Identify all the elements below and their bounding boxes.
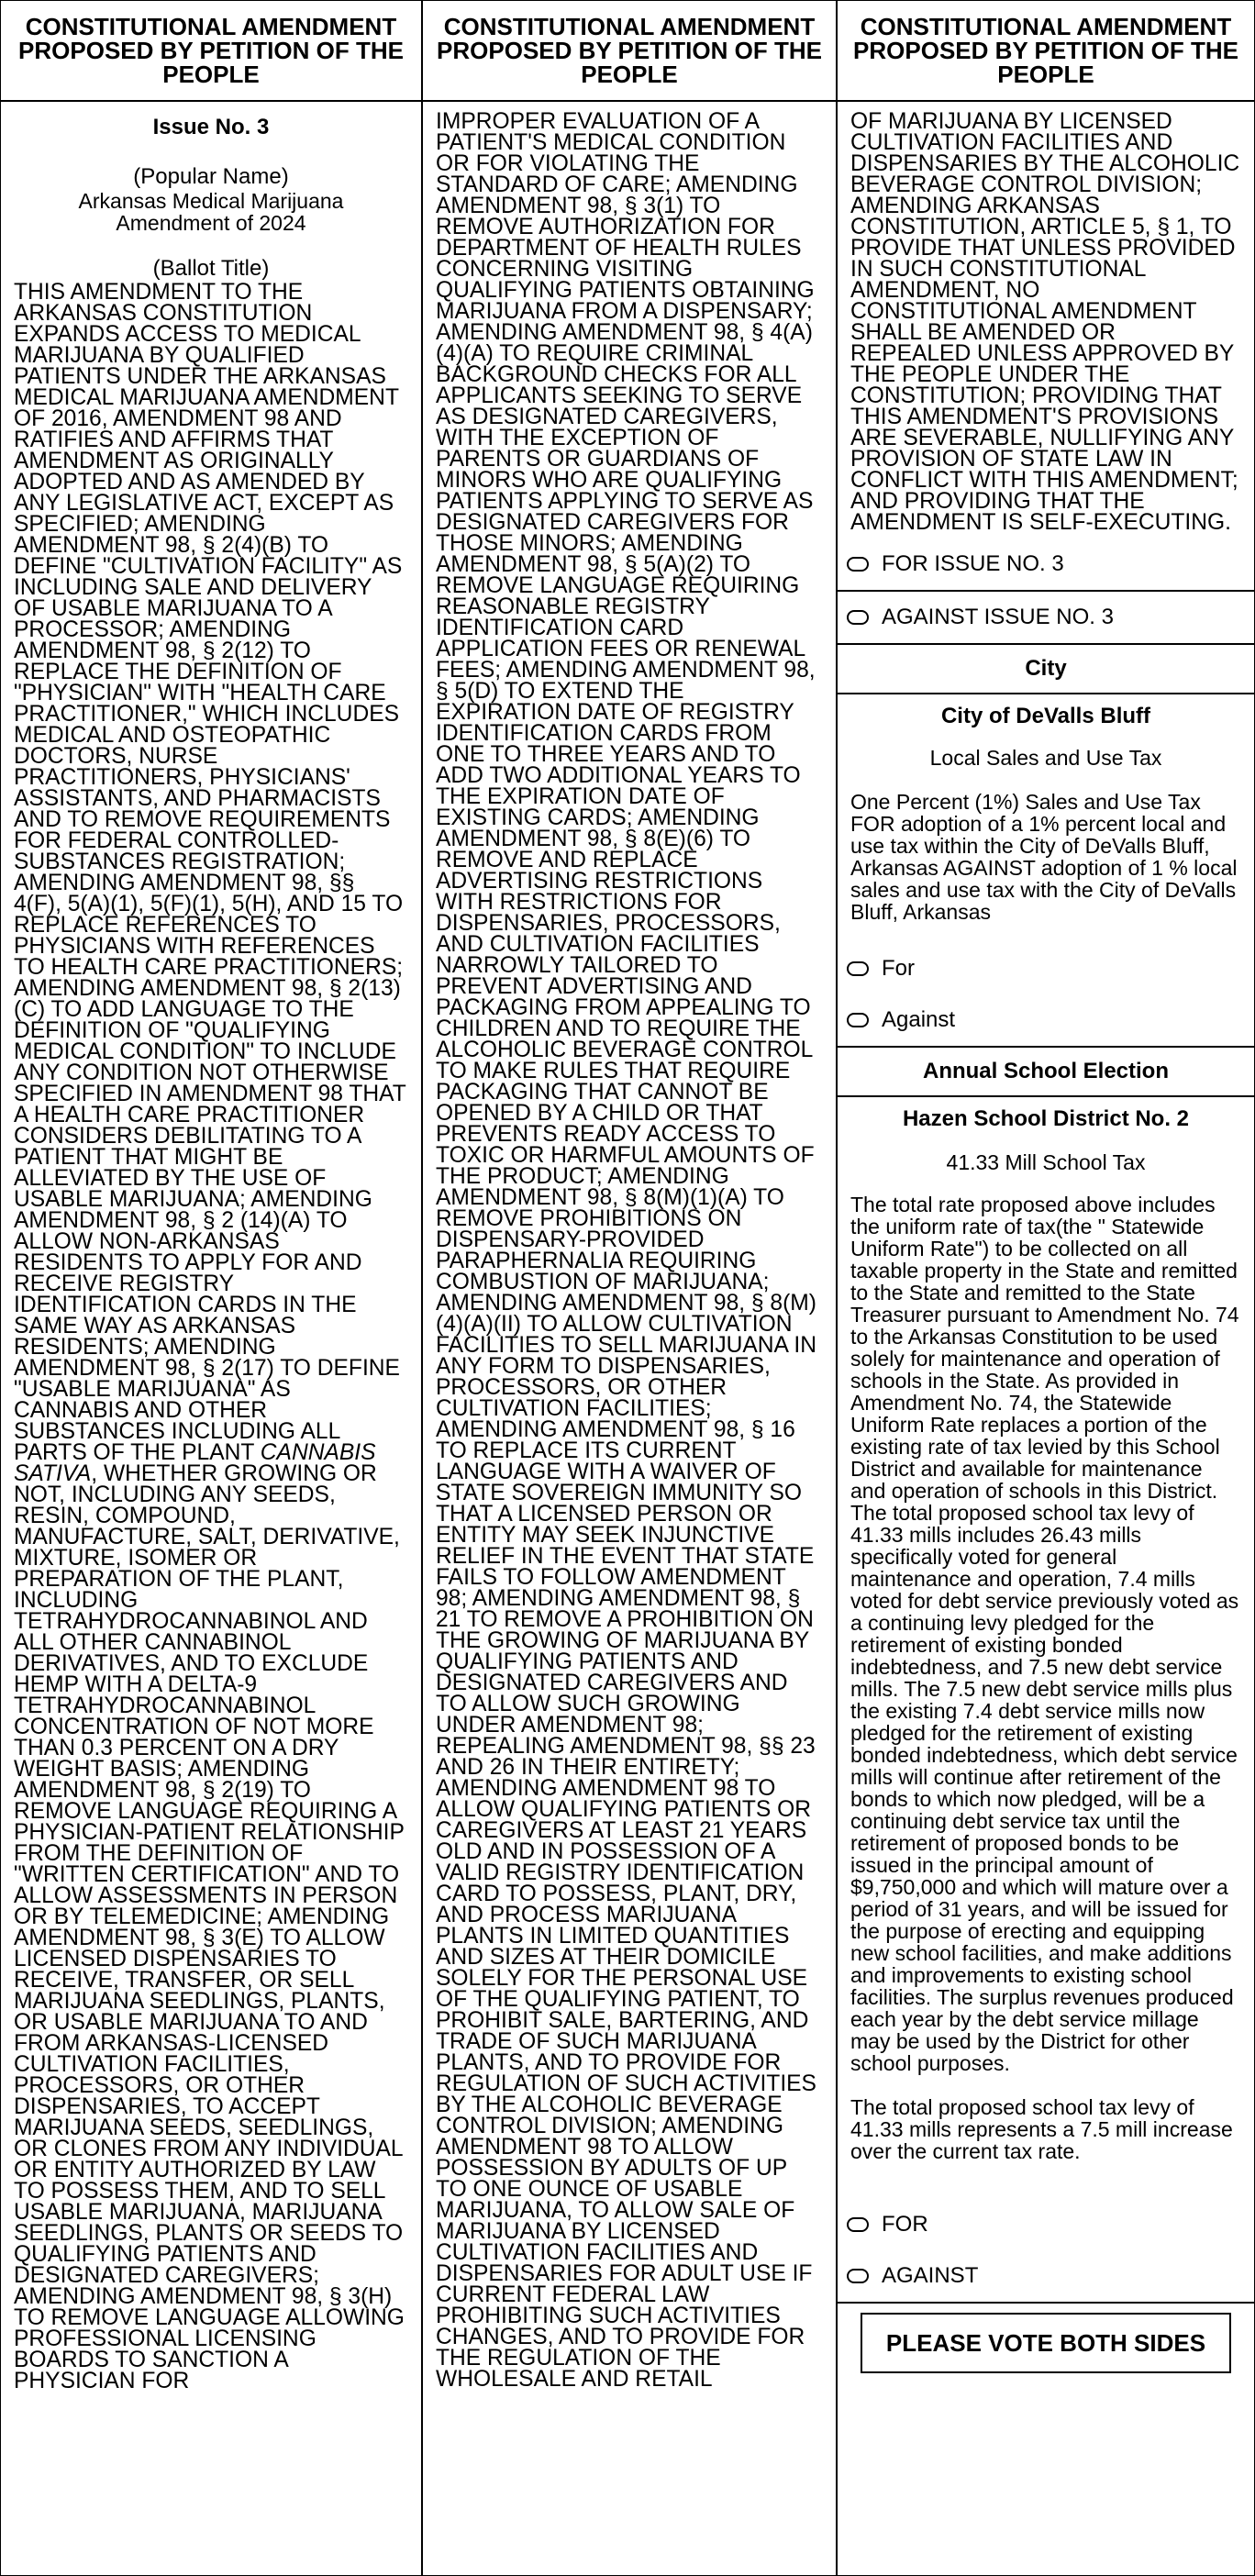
- option-label: AGAINST ISSUE NO. 3: [882, 605, 1114, 629]
- vote-oval-icon[interactable]: [847, 961, 869, 976]
- vote-oval-icon[interactable]: [847, 1013, 869, 1027]
- ballot-column-1: [1, 1, 423, 2575]
- school-against-option[interactable]: [838, 2250, 1254, 2302]
- ballot-title-italic: CANNABIS SATIVA: [14, 1440, 376, 1486]
- city-measure-text: One Percent (1%) Sales and Use Tax FOR adoption of a 1% percent local and use tax within the City of DeValls Bluff, Arkansas AGAINST adoption of 1 % local sales and use tax with the City of DeValls Bluff, Arkansas: [850, 790, 1238, 924]
- ballot-title-text-part2: , WHETHER GROWING OR NOT, INCLUDING ANY SEEDS, RESIN, COMPOUND, MANUFACTURE, SALT, DERIVATIVE, MIXTURE, ISOMER OR PREPARATION OF THE PLANT, INCLUDING TETRAHYDROCANNABINOL AND ALL OTHER CANNABINOL DERIVATIVES, AND TO EXCLUDE HEMP WITH A DELTA-9 TETRAHYDROCANNABINOL CONCENTRATION OF NOT MORE THAN 0.3 PERCENT ON A DRY WEIGHT BASIS; AMENDING AMENDMENT 98, § 2(19) TO REMOVE LANGUAGE REQUIRING A PHYSICIAN-PATIENT RELATIONSHIP FROM THE DEFINITION OF "WRITTEN CERTIFICATION" AND TO ALLOW ASSESSMENTS IN PERSON OR BY TELEMEDICINE; AMENDING AMENDMENT 98, § 3(E) TO ALLOW LICENSED DISPENSARIES TO RECEIVE, TRANSFER, OR SELL MARIJUANA SEEDLINGS, PLANTS, OR USABLE MARIJUANA TO AND FROM ARKANSAS-LICENSED CULTIVATION FACILITIES, PROCESSORS, OR OTHER DISPENSARIES, TO ACCEPT MARIJUANA SEEDS, SEEDLINGS, OR CLONES FROM ANY INDIVIDUAL OR ENTITY AUTHORIZED BY LAW TO POSSESS THEM, AND TO SELL USABLE MARIJUANA, MARIJUANA SEEDLINGS, PLANTS OR SEEDS TO QUALIFYING PATIENTS AND DESIGNATED CAREGIVERS; AMENDING AMENDMENT 98, § 3(H) TO REMOVE LANGUAGE ALLOWING PROFESSIONAL LICENSING BOARDS TO SANCTION A PHYSICIAN FOR: [14, 1461, 405, 2393]
- vote-oval-icon[interactable]: [847, 557, 869, 572]
- vote-oval-icon[interactable]: [847, 2269, 869, 2283]
- ballot-title-text-part1: THIS AMENDMENT TO THE ARKANSAS CONSTITUTION EXPANDS ACCESS TO MEDICAL MARIJUANA BY QUALIFIED PATIENTS UNDER THE ARKANSAS MEDICAL MARIJUANA AMENDMENT OF 2016, AMENDMENT 98 AND RATIFIES AND AFFIRMS THAT AMENDMENT AS ORIGINALLY ADOPTED AND AS AMENDED BY ANY LEGISLATIVE ACT, EXCEPT AS SPECIFIED; AMENDING AMENDMENT 98, § 2(4)(B) TO DEFINE "CULTIVATION FACILITY" AS INCLUDING SALE AND DELIVERY OF USABLE MARIJUANA TO A PROCESSOR; AMENDING AMENDMENT 98, § 2(12) TO REPLACE THE DEFINITION OF "PHYSICIAN" WITH "HEALTH CARE PRACTITIONER," WHICH INCLUDES MEDICAL AND OSTEOPATHIC DOCTORS, NURSE PRACTITIONERS, PHYSICIANS' ASSISTANTS, AND PHARMACISTS AND TO REMOVE REQUIREMENTS FOR FEDERAL CONTROLLED-SUBSTANCES REGISTRATION; AMENDING AMENDMENT 98, §§ 4(F), 5(A)(1), 5(F)(1), 5(H), AND 15 TO REPLACE REFERENCES TO PHYSICIANS WITH REFERENCES TO HEALTH CARE PRACTITIONERS; AMENDING AMENDMENT 98, § 2(13)(C) TO ADD LANGUAGE TO THE DEFINITION OF "QUALIFYING MEDICAL CONDITION" TO INCLUDE ANY CONDITION NOT OTHERWISE SPECIFIED IN AMENDMENT 98 THAT A HEALTH CARE PRACTITIONER CONSIDERS DEBILITATING TO A PATIENT THAT MIGHT BE ALLEVIATED BY THE USE OF USABLE MARIJUANA; AMENDING AMENDMENT 98, § 2 (14)(A) TO ALLOW NON-ARKANSAS RESIDENTS TO APPLY FOR AND RECEIVE REGISTRY IDENTIFICATION CARDS IN THE SAME WAY AS ARKANSAS RESIDENTS; AMENDING AMENDMENT 98, § 2(17) TO DEFINE "USABLE MARIJUANA" AS CANNABIS AND OTHER SUBSTANCES INCLUDING ALL PARTS OF THE PLANT: [14, 280, 406, 1465]
- option-label: Against: [882, 1007, 956, 1032]
- city-against-option[interactable]: [838, 994, 1254, 1046]
- school-measure: 41.33 Mill School Tax: [946, 1150, 1146, 1174]
- section-header-school: Annual School Election: [922, 1059, 1170, 1083]
- option-label: AGAINST: [882, 2263, 979, 2288]
- ballot-title-label: (Ballot Title): [152, 256, 270, 281]
- issue-number: Issue No. 3: [152, 115, 270, 139]
- ballot-title-continued: OF MARIJUANA BY LICENSED CULTIVATION FACILITIES AND DISPENSARIES BY THE ALCOHOLIC BEVERAGE CONTROL DIVISION; AMENDING ARKANSAS CONSTITUTION, ARTICLE 5, § 1, TO PROVIDE THAT UNLESS PROVIDED IN SUCH CONSTITUTIONAL AMENDMENT, NO CONSTITUTIONAL AMENDMENT SHALL BE AMENDED OR REPEALED UNLESS APPROVED BY THE PEOPLE UNDER THE CONSTITUTION; PROVIDING THAT THIS AMENDMENT'S PROVISIONS ARE SEVERABLE, NULLIFYING ANY PROVISION OF STATE LAW IN CONFLICT WITH THIS AMENDMENT; AND PROVIDING THAT THE AMENDMENT IS SELF-EXECUTING.: [850, 109, 1240, 535]
- city-for-option[interactable]: [838, 943, 1254, 994]
- option-label: For: [882, 956, 915, 981]
- vote-oval-icon[interactable]: [847, 610, 869, 625]
- ballot-title-text: [14, 282, 408, 2392]
- column-header: CONSTITUTIONAL AMENDMENT PROPOSED BY PETITION OF THE PEOPLE: [423, 1, 836, 102]
- ballot-column-3: [838, 1, 1254, 2575]
- column-header: CONSTITUTIONAL AMENDMENT PROPOSED BY PETITION OF THE PEOPLE: [1, 1, 421, 102]
- school-district-name: Hazen School District No. 2: [902, 1106, 1190, 1131]
- school-measure-summary: The total proposed school tax levy of 41.33 mills represents a 7.5 mill increase over the current tax rate.: [850, 2095, 1233, 2163]
- option-label: FOR: [882, 2212, 928, 2237]
- popular-name: Arkansas Medical Marijuana Amendment of 2024: [78, 189, 344, 235]
- section-header-city: City: [1025, 656, 1067, 681]
- city-name: City of DeValls Bluff: [940, 704, 1151, 728]
- school-measure-text: The total rate proposed above includes the uniform rate of tax(the " Statewide Uniform Rate") to be collected on all taxable property in the State and remitted to the State and remitted to the State Treasurer pursuant to Amendment No. 74 to the Arkansas Constitution to be used solely for maintenance and operation of schools in the State. As provided in Amendment No. 74, the Statewide Uniform Rate replaces a portion of the existing rate of tax levied by this School District and available for maintenance and operation of schools in this District. The total proposed school tax levy of 41.33 mills includes 26.43 mills specifically voted for general maintenance and operation, 7.4 mills voted for debt service previously voted as a continuing levy pledged for the retirement of existing bonded indebtedness, and 7.5 new debt service mills. The 7.5 new debt service mills plus the existing 7.4 debt service mills now pledged for the retirement of existing bonded indebtedness, which debt service mills will continue after retirement of the bonds to which now pledged, will be a continuing debt service tax until the retirement of proposed bonds to be issued in the principal amount of $9,750,000 and which will mature over a period of 31 years, and will be issued for the purpose of erecting and equipping new school facilities, and make additions and improvements to existing school facilities. The surplus revenues produced each year by the debt service millage may be used by the District for other school purposes.: [850, 1193, 1239, 2075]
- issue3-against-option[interactable]: [838, 592, 1254, 643]
- vote-oval-icon[interactable]: [847, 2217, 869, 2232]
- column-header: CONSTITUTIONAL AMENDMENT PROPOSED BY PETITION OF THE PEOPLE: [838, 1, 1254, 102]
- school-for-option[interactable]: [838, 2199, 1254, 2250]
- ballot-column-2: [423, 1, 838, 2575]
- option-label: FOR ISSUE NO. 3: [882, 551, 1064, 576]
- popular-name-label: (Popular Name): [133, 164, 289, 189]
- ballot-title-continued: IMPROPER EVALUATION OF A PATIENT'S MEDICAL CONDITION OR FOR VIOLATING THE STANDARD OF CARE; AMENDING AMENDMENT 98, § 3(1) TO REMOVE AUTHORIZATION FOR DEPARTMENT OF HEALTH RULES CONCERNING VISITING QUALIFYING PATIENTS OBTAINING MARIJUANA FROM A DISPENSARY; AMENDING AMENDMENT 98, § 4(A)(4)(A) TO REQUIRE CRIMINAL BACKGROUND CHECKS FOR ALL APPLICANTS SEEKING TO SERVE AS DESIGNATED CAREGIVERS, WITH THE EXCEPTION OF PARENTS OR GUARDIANS OF MINORS WHO ARE QUALIFYING PATIENTS APPLYING TO SERVE AS DESIGNATED CAREGIVERS FOR THOSE MINORS; AMENDING AMENDMENT 98, § 5(A)(2) TO REMOVE LANGUAGE REQUIRING REASONABLE REGISTRY IDENTIFICATION CARD APPLICATION FEES OR RENEWAL FEES; AMENDING AMENDMENT 98, § 5(D) TO EXTEND THE EXPIRATION DATE OF REGISTRY IDENTIFICATION CARDS FROM ONE TO THREE YEARS AND TO ADD TWO ADDITIONAL YEARS TO THE EXPIRATION DATE OF EXISTING CARDS; AMENDING AMENDMENT 98, § 8(E)(6) TO REMOVE AND REPLACE ADVERTISING RESTRICTIONS WITH RESTRICTIONS FOR DISPENSARIES, PROCESSORS, AND CULTIVATION FACILITIES NARROWLY TAILORED TO PREVENT ADVERTISING AND PACKAGING FROM APPEALING TO CHILDREN AND TO REQUIRE THE ALCOHOLIC BEVERAGE CONTROL TO MAKE RULES THAT REQUIRE PACKAGING THAT CANNOT BE OPENED BY A CHILD OR THAT PREVENTS READY ACCESS TO TOXIC OR HARMFUL AMOUNTS OF THE PRODUCT; AMENDING AMENDMENT 98, § 8(M)(1)(A) TO REMOVE PROHIBITIONS ON DISPENSARY-PROVIDED PARAPHERNALIA REQUIRING COMBUSTION OF MARIJUANA; AMENDING AMENDMENT 98, § 8(M)(4)(A)(II) TO ALLOW CULTIVATION FACILITIES TO SELL MARIJUANA IN ANY FORM TO DISPENSARIES, PROCESSORS, OR OTHER CULTIVATION FACILITIES; AMENDING AMENDMENT 98, § 16 TO REPLACE ITS CURRENT LANGUAGE WITH A WAIVER OF STATE SOVEREIGN IMMUNITY SO THAT A LICENSED PERSON OR ENTITY MAY SEEK INJUNCTIVE RELIEF IN THE EVENT THAT STATE FAILS TO FOLLOW AMENDMENT 98; AMENDING AMENDMENT 98, § 21 TO REMOVE A PROHIBITION ON THE GROWING OF MARIJUANA BY QUALIFYING PATIENTS AND DESIGNATED CAREGIVERS AND TO ALLOW SUCH GROWING UNDER AMENDMENT 98; REPEALING AMENDMENT 98, §§ 23 AND 26 IN THEIR ENTIRETY; AMENDING AMENDMENT 98 TO ALLOW QUALIFYING PATIENTS OR CAREGIVERS AT LEAST 21 YEARS OLD AND IN POSSESSION OF A VALID REGISTRY IDENTIFICATION CARD TO POSSESS, PLANT, DRY, AND PROCESS MARIJUANA PLANTS IN LIMITED QUANTITIES AND SIZES AT THEIR DOMICILE SOLELY FOR THE PERSONAL USE OF THE QUALIFYING PATIENT, TO PROHIBIT SALE, BARTERING, AND TRADE OF SUCH MARIJUANA PLANTS, AND TO PROVIDE FOR REGULATION OF SUCH ACTIVITIES BY THE ALCOHOLIC BEVERAGE CONTROL DIVISION; AMENDING AMENDMENT 98 TO ALLOW POSSESSION BY ADULTS OF UP TO ONE OUNCE OF USABLE MARIJUANA, TO ALLOW SALE OF MARIJUANA BY LICENSED CULTIVATION FACILITIES AND DISPENSARIES FOR ADULT USE IF CURRENT FEDERAL LAW PROHIBITING SUCH ACTIVITIES CHANGES, AND TO PROVIDE FOR THE REGULATION OF THE WHOLESALE AND RETAIL: [436, 109, 817, 2392]
- issue3-for-option[interactable]: [838, 539, 1254, 590]
- city-measure: Local Sales and Use Tax: [929, 746, 1162, 770]
- please-vote-both-sides-notice: PLEASE VOTE BOTH SIDES: [861, 2313, 1231, 2373]
